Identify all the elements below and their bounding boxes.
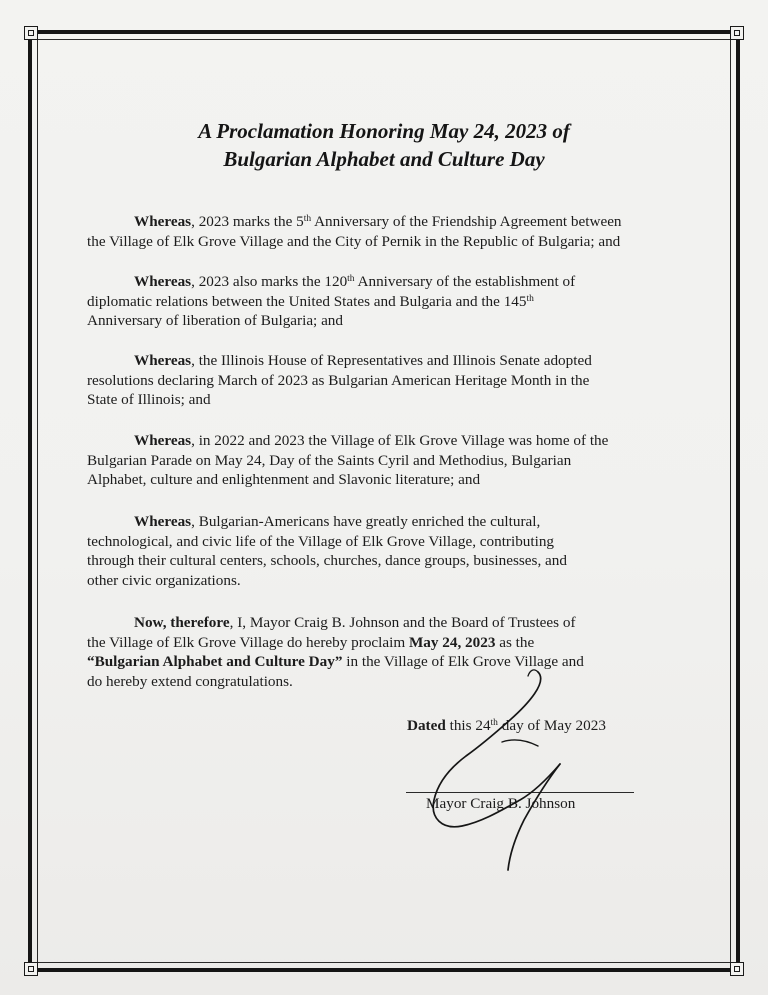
paragraph-line: through their cultural centers, schools, churches, dance groups, businesses, and	[87, 552, 567, 569]
paragraph-line: technological, and civic life of the Village of Elk Grove Village, contributing	[87, 532, 555, 550]
corner-ornament	[24, 962, 38, 976]
proclamation-title	[60, 117, 708, 173]
border-frame-inner	[37, 39, 731, 963]
paragraph-line: State of Illinois; and	[87, 391, 211, 408]
signer-name: Mayor Craig B. Johnson	[426, 795, 576, 812]
whereas-paragraph-3	[87, 351, 707, 410]
dated-line: Dated this 24th day of May 2023	[407, 717, 606, 734]
corner-ornament	[730, 26, 744, 40]
paragraph-line: “Bulgarian Alphabet and Culture Day” in the Village of Elk Grove Village and	[87, 653, 584, 670]
paragraph-line: Whereas, Bulgarian-Americans have greatly enriched the cultural,	[134, 513, 541, 530]
paragraph-line: Anniversary of liberation of Bulgaria; and	[87, 312, 343, 329]
paragraph-line: do hereby extend congratulations.	[87, 672, 293, 690]
paragraph-line: Whereas, 2023 also marks the 120th Anniversary of the establishment of	[134, 273, 576, 290]
corner-ornament	[730, 962, 744, 976]
paragraph-line: Whereas, 2023 marks the 5th Anniversary of the Friendship Agreement between	[134, 213, 622, 230]
lead-word: Whereas	[134, 352, 192, 369]
paragraph-line: other civic organizations.	[87, 571, 241, 589]
corner-ornament	[24, 26, 38, 40]
whereas-paragraph-4	[87, 431, 707, 490]
lead-word: Whereas	[134, 273, 192, 290]
paragraph-line: diplomatic relations between the United States and Bulgaria and the 145th	[87, 292, 534, 310]
whereas-paragraph-2	[87, 272, 707, 331]
lead-word: Whereas	[134, 432, 192, 449]
lead-word: Whereas	[134, 513, 192, 530]
lead-word: Now, therefore	[134, 614, 230, 631]
whereas-paragraph-5	[87, 512, 707, 590]
dated-label: Dated	[407, 717, 446, 734]
lead-word: Whereas	[134, 213, 192, 230]
whereas-paragraph-1	[87, 212, 707, 251]
paragraph-line: Bulgarian Parade on May 24, Day of the Saints Cyril and Methodius, Bulgarian	[87, 451, 572, 469]
title-line-2: Bulgarian Alphabet and Culture Day	[223, 147, 545, 171]
title-line-1: A Proclamation Honoring May 24, 2023 of	[198, 119, 570, 143]
paragraph-line: resolutions declaring March of 2023 as Bulgarian American Heritage Month in the	[87, 371, 590, 389]
paragraph-line: Now, therefore, I, Mayor Craig B. Johnson and the Board of Trustees of	[134, 614, 576, 631]
paragraph-line: Whereas, the Illinois House of Representatives and Illinois Senate adopted	[134, 352, 592, 369]
handwritten-signature	[410, 660, 570, 880]
paragraph-line: the Village of Elk Grove Village and the City of Pernik in the Republic of Bulgaria; and	[87, 232, 621, 250]
paragraph-line: Alphabet, culture and enlightenment and Slavonic literature; and	[87, 471, 481, 488]
paragraph-line: the Village of Elk Grove Village do hereby proclaim May 24, 2023 as the	[87, 633, 535, 651]
proclamation-paragraph	[87, 613, 707, 691]
paragraph-line: Whereas, in 2022 and 2023 the Village of Elk Grove Village was home of the	[134, 432, 609, 449]
